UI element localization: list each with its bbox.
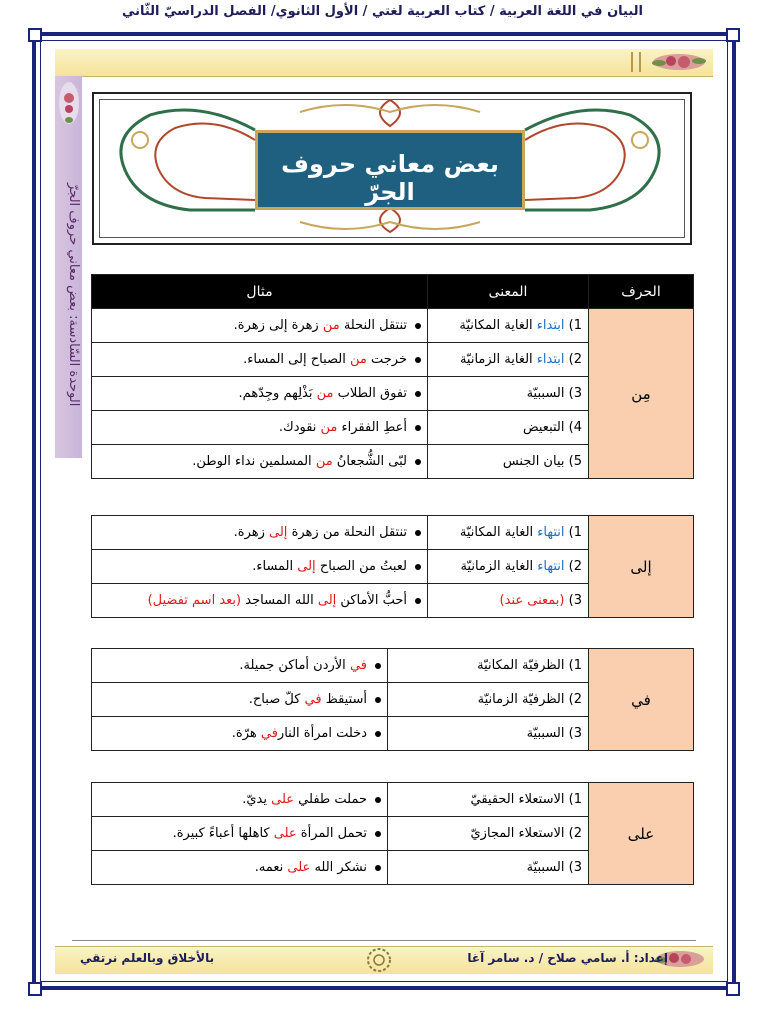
- example-highlight: من: [320, 420, 338, 435]
- row-number: 5): [568, 454, 582, 469]
- example-text: الأردن أماكن جميلة.: [239, 658, 350, 673]
- example-highlight: من: [322, 318, 340, 333]
- preposition-table-min: [91, 274, 694, 479]
- meaning-text: السببيّة: [526, 860, 565, 875]
- frame-corner: [28, 982, 42, 996]
- header-letter: الحرف: [589, 275, 694, 309]
- bullet-icon: [415, 564, 421, 570]
- meaning-cell: [428, 445, 589, 479]
- header-example: مثال: [92, 275, 428, 309]
- meaning-text: الغاية الزمانيّة: [460, 559, 538, 574]
- meaning-cell: [388, 683, 589, 717]
- meaning-text: الظرفيّة الزمانيّة: [477, 692, 565, 707]
- preposition-letter: مِن: [589, 309, 694, 479]
- preposition-table-ala: [91, 782, 694, 885]
- example-cell: [92, 851, 388, 885]
- example-highlight: في: [304, 692, 322, 707]
- bullet-icon: [375, 731, 381, 737]
- example-highlight: من: [315, 454, 333, 469]
- row-number: 1): [568, 318, 582, 333]
- footer-motto: بالأخلاق وبالعلم نرتقي: [80, 951, 215, 965]
- row-number: 2): [568, 692, 582, 707]
- example-text: زهرة.: [233, 525, 270, 540]
- footer-author: إعداد: أ. سامي صلاح / د. سامر آغا: [467, 951, 668, 965]
- example-note: (بعد اسم تفضيل): [147, 593, 242, 608]
- meaning-text: الغاية الزمانيّة: [459, 352, 537, 367]
- example-cell: [92, 445, 428, 479]
- example-text: يديّ.: [242, 792, 272, 807]
- meaning-cell: [388, 649, 589, 683]
- example-text: الصباح إلى المساء.: [243, 352, 350, 367]
- bullet-icon: [375, 663, 381, 669]
- example-highlight: إلى: [269, 525, 288, 540]
- row-number: 1): [568, 658, 582, 673]
- example-text: أعطِ الفقراء: [337, 420, 407, 435]
- meaning-text: الغاية المكانيّة: [459, 318, 537, 333]
- bullet-icon: [415, 357, 421, 363]
- example-text: تنتقل النحلة من زهرة: [287, 525, 407, 540]
- example-text: كلّ صباح.: [248, 692, 305, 707]
- example-text: الله المساجد: [241, 593, 318, 608]
- footer-divider: [72, 940, 696, 941]
- example-highlight: على: [271, 792, 295, 807]
- preposition-table-ila: [91, 515, 694, 618]
- example-cell: [92, 516, 428, 550]
- row-number: 1): [568, 525, 582, 540]
- example-text: لبّى الشُّجعانُ: [332, 454, 407, 469]
- example-highlight: في: [260, 726, 278, 741]
- meaning-cell: [428, 411, 589, 445]
- seal-ornament-icon: [366, 947, 392, 973]
- example-cell: [92, 717, 388, 751]
- bullet-icon: [415, 391, 421, 397]
- meaning-text: السببيّة: [526, 726, 565, 741]
- example-cell: [92, 343, 428, 377]
- meaning-cell: [428, 309, 589, 343]
- row-number: 3): [568, 726, 582, 741]
- example-cell: [92, 584, 428, 618]
- example-text: تحمل المرأة: [296, 826, 367, 841]
- example-cell: [92, 550, 428, 584]
- example-highlight: على: [273, 826, 297, 841]
- preposition-letter: إلى: [589, 516, 694, 618]
- meaning-cell: [428, 377, 589, 411]
- example-text: تفوق الطلاب: [333, 386, 407, 401]
- example-cell: [92, 309, 428, 343]
- meaning-keyword: انتهاء: [537, 525, 565, 540]
- header-title: البيان في اللغة العربية / كتاب العربية لغتي / الأول الثانوي/ الفصل الدراسيّ الثّاني: [121, 4, 643, 19]
- row-number: 2): [568, 559, 582, 574]
- example-text: هرّة.: [231, 726, 261, 741]
- example-text: أحبُّ الأماكن: [336, 593, 407, 608]
- frame-corner: [726, 982, 740, 996]
- example-highlight: على: [287, 860, 311, 875]
- example-cell: [92, 783, 388, 817]
- meaning-keyword: (بمعنى عند): [499, 593, 565, 608]
- example-highlight: من: [349, 352, 367, 367]
- header-meaning: المعنى: [428, 275, 589, 309]
- bullet-icon: [415, 323, 421, 329]
- table-row: [92, 783, 694, 817]
- meaning-text: السببيّة: [526, 386, 565, 401]
- meaning-text: الغاية المكانيّة: [459, 525, 538, 540]
- table-header-row: [92, 275, 694, 309]
- example-text: حملت طفلي: [294, 792, 367, 807]
- row-number: 2): [568, 352, 582, 367]
- meaning-cell: [388, 817, 589, 851]
- meaning-cell: [428, 550, 589, 584]
- bullet-icon: [375, 865, 381, 871]
- bullet-icon: [415, 425, 421, 431]
- bullet-icon: [415, 598, 421, 604]
- table-row: [92, 309, 694, 343]
- meaning-cell: [428, 516, 589, 550]
- example-cell: [92, 377, 428, 411]
- example-cell: [92, 649, 388, 683]
- meaning-text: الاستعلاء الحقيقيّ: [470, 792, 565, 807]
- bullet-icon: [375, 797, 381, 803]
- example-text: المساء.: [252, 559, 298, 574]
- bullet-icon: [375, 697, 381, 703]
- meaning-text: الظرفيّة المكانيّة: [477, 658, 565, 673]
- meaning-cell: [428, 343, 589, 377]
- meaning-cell: [428, 584, 589, 618]
- row-number: 1): [568, 792, 582, 807]
- bullet-icon: [415, 459, 421, 465]
- preposition-table-fi: [91, 648, 694, 751]
- example-text: بَذْلِهم وجِدّهم.: [238, 386, 317, 401]
- example-text: نقودك.: [278, 420, 321, 435]
- preposition-letter: على: [589, 783, 694, 885]
- meaning-cell: [388, 851, 589, 885]
- example-text: دخلت امرأة النار: [277, 726, 367, 741]
- meaning-text: التبعيض: [522, 420, 565, 435]
- example-text: زهرة إلى زهرة.: [233, 318, 323, 333]
- example-cell: [92, 683, 388, 717]
- example-highlight: في: [349, 658, 367, 673]
- row-number: 4): [568, 420, 582, 435]
- meaning-text: بيان الجنس: [502, 454, 565, 469]
- table-row: [92, 516, 694, 550]
- row-number: 3): [568, 593, 582, 608]
- row-number: 2): [568, 826, 582, 841]
- example-text: خرجت: [366, 352, 407, 367]
- page-title: بعض معاني حروف الجرّ: [281, 150, 499, 206]
- table-row: [92, 649, 694, 683]
- row-number: 3): [568, 860, 582, 875]
- example-text: نعمه.: [254, 860, 288, 875]
- example-text: نشكر الله: [310, 860, 367, 875]
- preposition-letter: في: [589, 649, 694, 751]
- meaning-keyword: انتهاء: [537, 559, 565, 574]
- meaning-keyword: ابتداء: [536, 352, 565, 367]
- bullet-icon: [375, 831, 381, 837]
- example-text: المسلمين نداء الوطن.: [192, 454, 316, 469]
- meaning-keyword: ابتداء: [536, 318, 565, 333]
- unit-label: الوحدة السّادسة: بعض معاني حروف الجرّ: [66, 183, 81, 407]
- row-number: 3): [568, 386, 582, 401]
- bullet-icon: [415, 530, 421, 536]
- meaning-cell: [388, 717, 589, 751]
- example-highlight: إلى: [297, 559, 316, 574]
- example-text: تنتقل النحلة: [339, 318, 407, 333]
- example-text: لعبتُ من الصباح: [315, 559, 407, 574]
- example-highlight: إلى: [317, 593, 337, 608]
- example-cell: [92, 411, 428, 445]
- example-cell: [92, 817, 388, 851]
- example-text: كاهلها أعباءً كبيرة.: [172, 826, 274, 841]
- meaning-cell: [388, 783, 589, 817]
- example-text: أستيقظ: [321, 692, 367, 707]
- meaning-text: الاستعلاء المجازيّ: [470, 826, 565, 841]
- example-highlight: من: [316, 386, 334, 401]
